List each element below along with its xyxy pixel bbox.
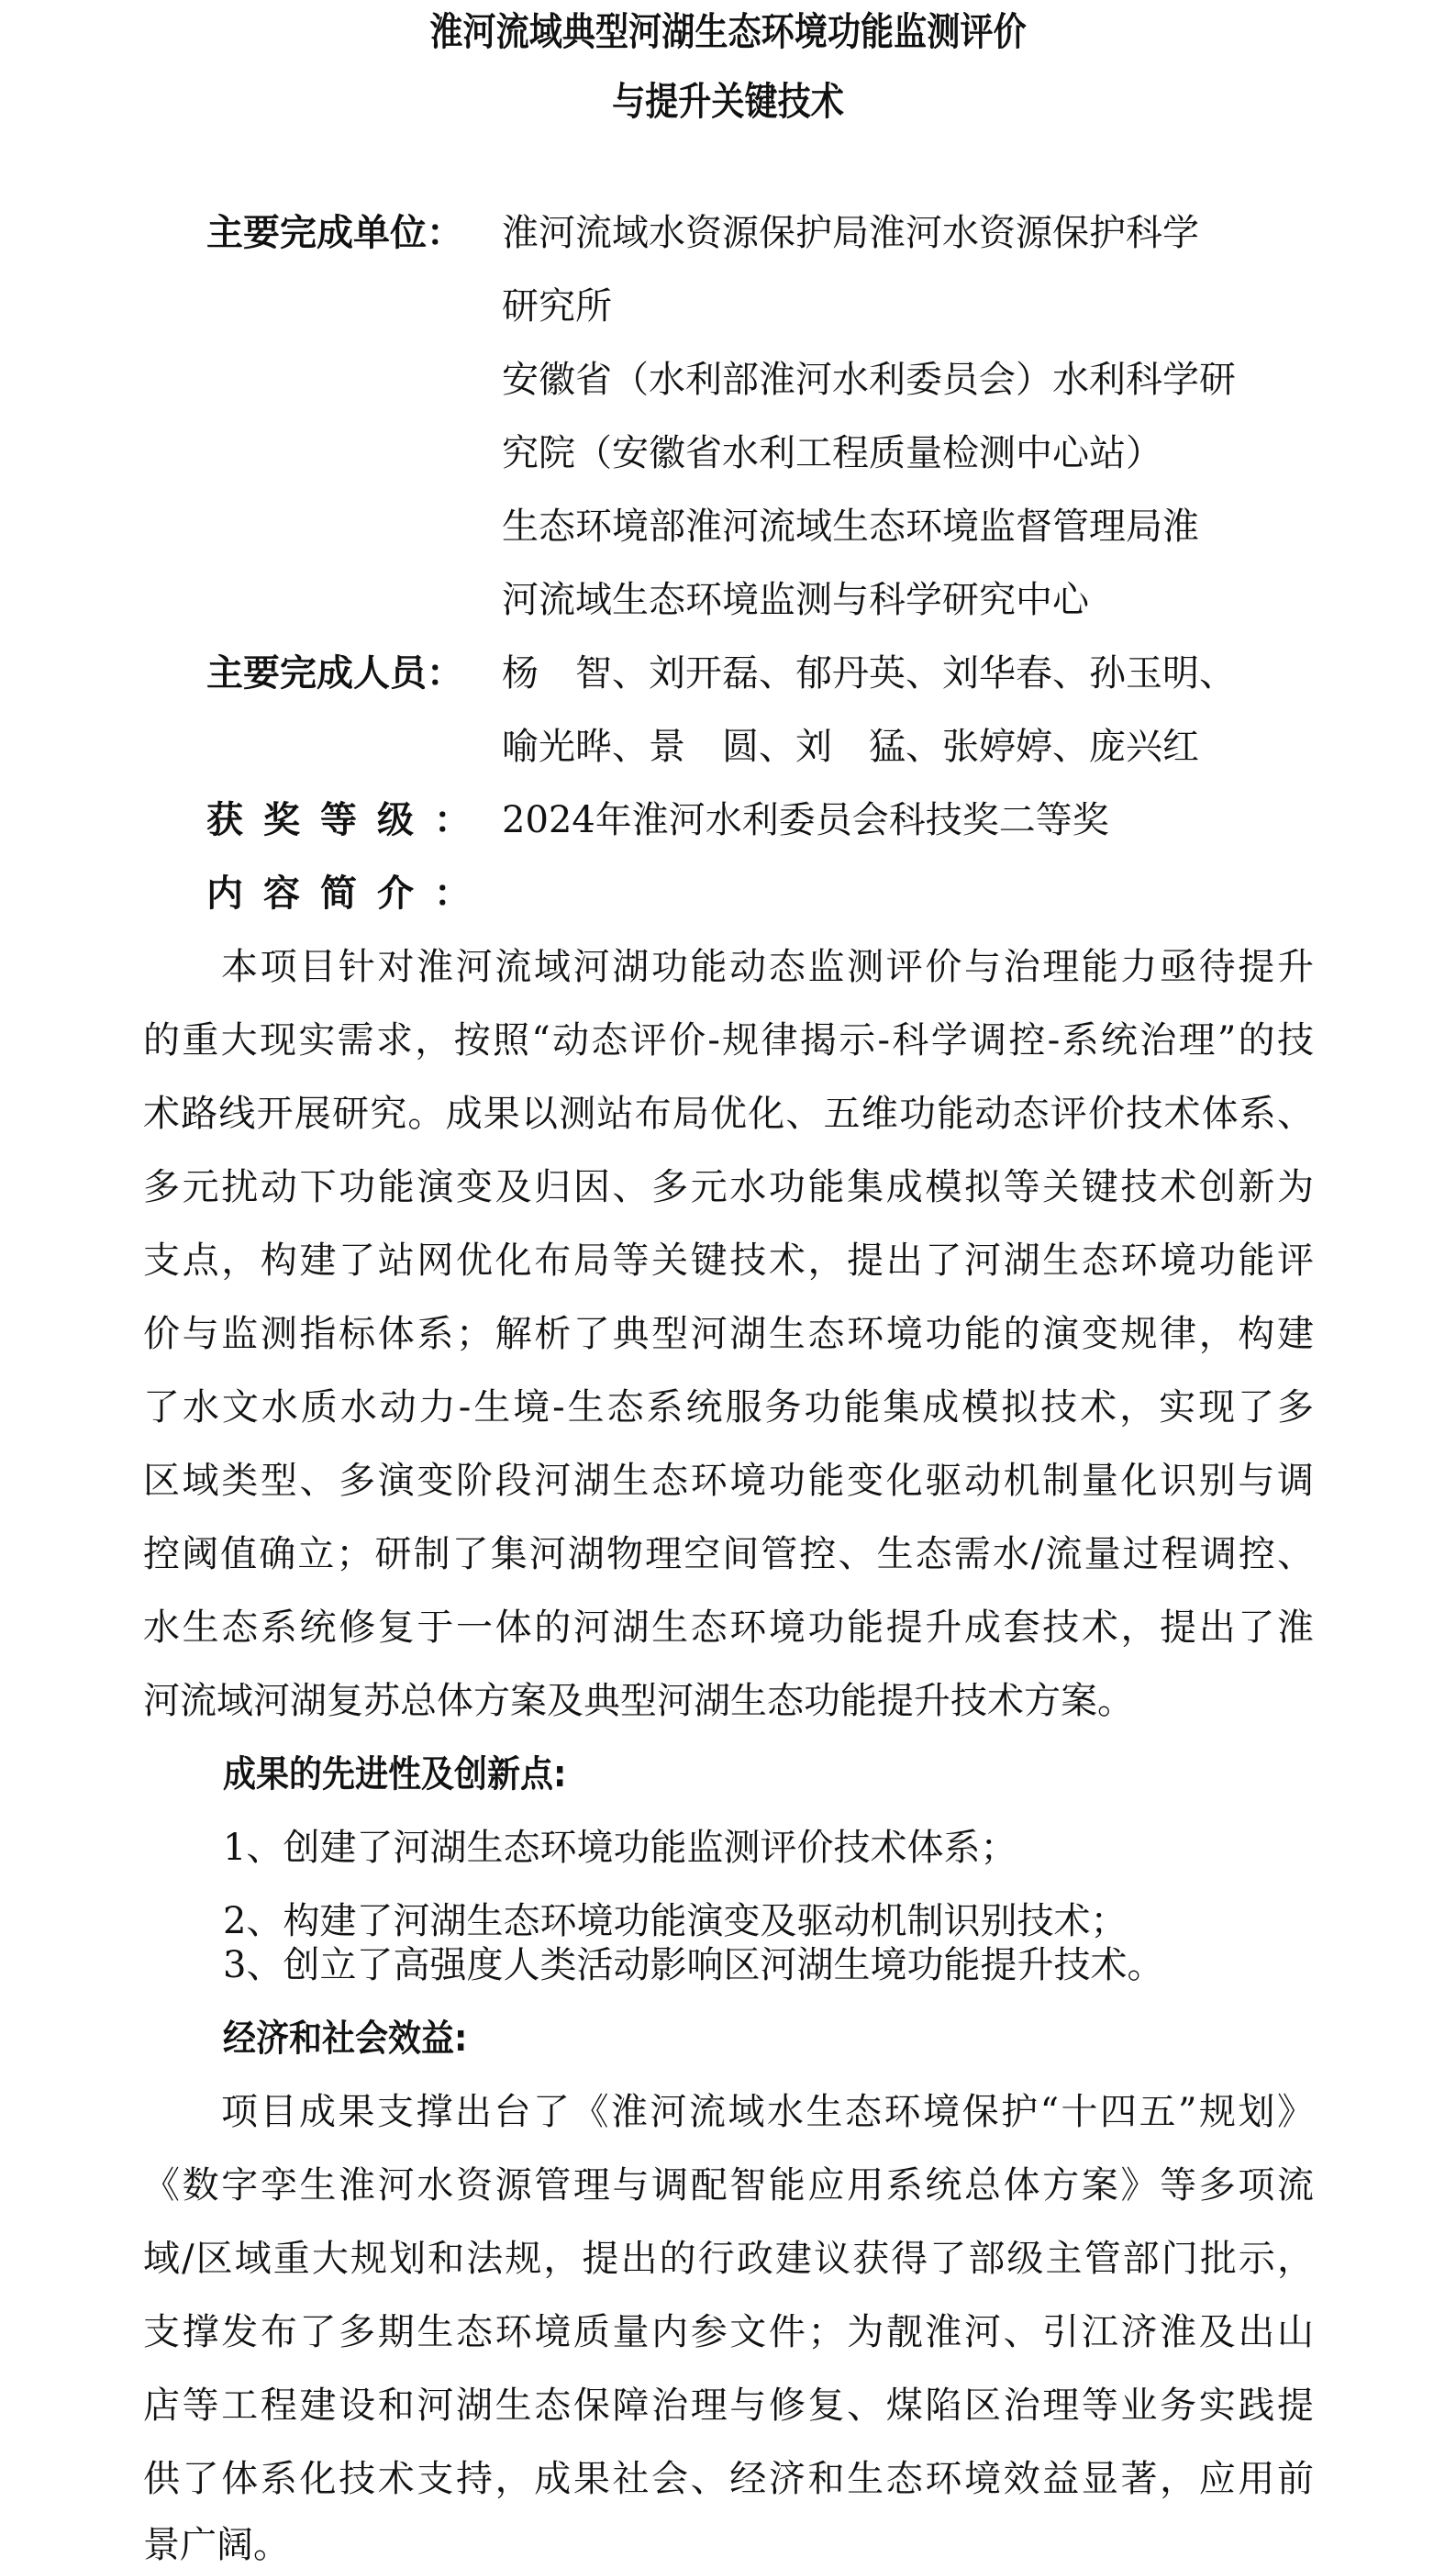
summary-line: 区域类型、多演变阶段河湖生态环境功能变化驱动机制量化识别与调	[143, 1460, 1314, 1502]
award-value: 2024年淮河水利委员会科技奖二等奖	[502, 799, 1109, 841]
document-title-line-1: 淮河流域典型河湖生态环境功能监测评价	[429, 9, 1027, 54]
document-title-line-2: 与提升关键技术	[612, 79, 844, 124]
people-label: 主要完成人员：	[206, 651, 463, 695]
innovation-item: 2、构建了河湖生态环境功能演变及驱动机制识别技术；	[223, 1900, 1128, 1942]
benefits-line: 《数字孪生淮河水资源管理与调配智能应用系统总体方案》等多项流	[143, 2164, 1314, 2207]
summary-line: 本项目针对淮河流域河湖功能动态监测评价与治理能力亟待提升	[221, 946, 1314, 988]
summary-line: 多元扰动下功能演变及归因、多元水功能集成模拟等关键技术创新为	[143, 1166, 1314, 1208]
benefits-line: 项目成果支撑出台了《淮河流域水生态环境保护“十四五”规划》	[221, 2091, 1314, 2133]
benefits-line: 域/区域重大规划和法规，提出的行政建议获得了部级主管部门批示，	[143, 2238, 1314, 2280]
summary-line: 术路线开展研究。成果以测站布局优化、五维功能动态评价技术体系、	[143, 1093, 1314, 1135]
people-line: 杨 智、刘开磊、郁丹英、刘华春、孙玉明、	[502, 652, 1236, 695]
innovation-item: 1、创建了河湖生态环境功能监测评价技术体系；	[223, 1827, 1017, 1869]
summary-line: 水生态系统修复于一体的河湖生态环境功能提升成套技术，提出了淮	[143, 1606, 1314, 1649]
unit-line: 生态环境部淮河流域生态环境监督管理局淮	[502, 506, 1199, 548]
summary-line: 控阈值确立；研制了集河湖物理空间管控、生态需水/流量过程调控、	[143, 1533, 1314, 1575]
innovation-item: 3、创立了高强度人类活动影响区河湖生境功能提升技术。	[223, 1944, 1164, 1986]
unit-line: 淮河流域水资源保护局淮河水资源保护科学	[502, 212, 1199, 254]
unit-line: 河流域生态环境监测与科学研究中心	[502, 579, 1089, 621]
summary-line: 价与监测指标体系；解析了典型河湖生态环境功能的演变规律，构建	[143, 1313, 1314, 1355]
unit-line: 安徽省（水利部淮河水利委员会）水利科学研	[502, 359, 1236, 401]
benefits-line: 支撑发布了多期生态环境质量内参文件；为靓淮河、引江济淮及出山	[143, 2311, 1314, 2353]
summary-line: 支点，构建了站网优化布局等关键技术，提出了河湖生态环境功能评	[143, 1240, 1314, 1282]
units-label: 主要完成单位：	[206, 211, 463, 254]
summary-label: 内容简介：	[206, 872, 491, 915]
unit-line: 研究所	[502, 285, 612, 328]
summary-line: 河流域河湖复苏总体方案及典型河湖生态功能提升技术方案。	[143, 1680, 1134, 1722]
unit-line: 究院（安徽省水利工程质量检测中心站）	[502, 432, 1162, 474]
benefits-heading: 经济和社会效益:	[223, 2018, 468, 2060]
summary-line: 了水文水质水动力-生境-生态系统服务功能集成模拟技术，实现了多	[143, 1386, 1314, 1429]
people-line: 喻光晔、景 圆、刘 猛、张婷婷、庞兴红	[502, 726, 1199, 768]
award-label: 获奖等级：	[206, 798, 491, 841]
benefits-line: 店等工程建设和河湖生态保障治理与修复、煤陷区治理等业务实践提	[143, 2385, 1314, 2427]
innovation-heading: 成果的先进性及创新点:	[223, 1753, 567, 1795]
summary-line: 的重大现实需求，按照“动态评价-规律揭示-科学调控-系统治理”的技	[143, 1019, 1314, 1062]
benefits-line: 供了体系化技术支持，成果社会、经济和生态环境效益显著，应用前	[143, 2458, 1314, 2500]
benefits-line: 景广阔。	[143, 2524, 290, 2566]
